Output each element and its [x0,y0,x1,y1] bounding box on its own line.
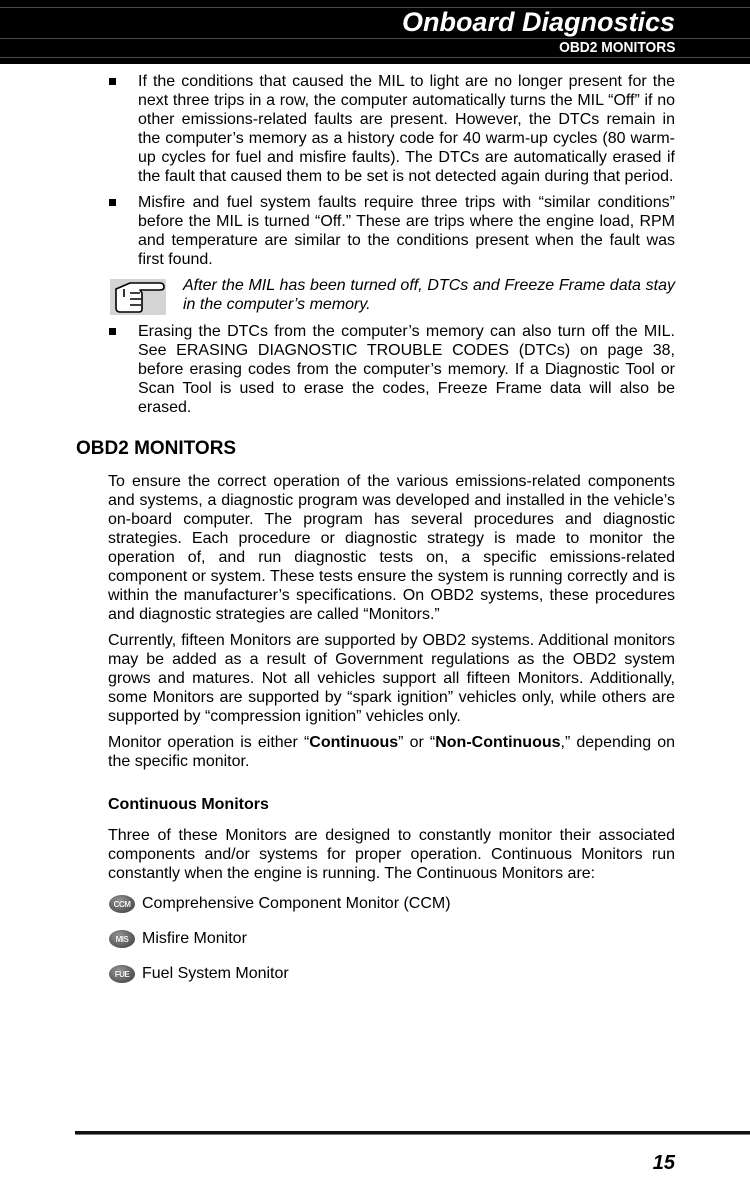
bullet-item [138,322,675,417]
page-header [0,0,750,64]
note-callout [110,276,675,316]
bullet-text: Erasing the DTCs from the computer’s memory can also turn off the MIL. See ERASING DIAGNOSTIC TROUBLE CODES (DTCs) on page 38, before erasing codes from the computer’s memory. If a Diagnostic Tool or Scan Tool is used to erase the codes, Freeze Frame data will also be erased. [138,323,675,416]
pointing-hand-icon [110,279,166,315]
monitor-label: Misfire Monitor [142,930,247,947]
bullet-text: Misfire and fuel system faults require three trips with “similar conditions” before the MIL is turned “Off.” These are trips where the engine load, RPM and temperature are similar to the conditions present when the fault was first found. [138,194,675,268]
monitor-list-item [109,894,750,914]
square-bullet-icon [109,78,116,85]
body-paragraph: To ensure the correct operation of the various emissions-related components and systems, a diagnostic program was developed and installed in the vehicle’s on-board computer. The program has several procedures and diagnostic strategies. Each procedure or diagnostic strategy is made to monitor the operation of, and run diagnostic tests on, a specific emissions-related component or system. These tests ensure the system is running correctly and is within the manufacturer’s specifications. On OBD2 systems, these procedures and diagnostic strategies are called “Monitors.” [108,473,675,623]
bullet-item [138,193,675,269]
page-number: 15 [652,1152,675,1174]
subsection-heading: Continuous Monitors [108,796,269,813]
page-content [0,72,750,999]
square-bullet-icon [109,199,116,206]
body-paragraph: Currently, fifteen Monitors are supported by OBD2 systems. Additional monitors may be added as a result of Government regulations as the OBD2 system grows and matures. Not all vehicles support all fifteen Monitors. Additionally, some Monitors are supported by “spark ignition” vehicles only, while others are supported by “compression ignition” vehicles only. [108,632,675,725]
chapter-title: Onboard Diagnostics [401,7,675,37]
monitor-list-item [109,929,750,949]
monitor-label: Fuel System Monitor [142,965,289,982]
paragraph-text: ,” depending on the specific monitor. [108,734,675,770]
square-bullet-icon [109,328,116,335]
bullet-item [138,72,675,186]
mis-monitor-icon: MIS [109,930,135,948]
note-text: After the MIL has been turned off, DTCs and Freeze Frame data stay in the computer’s memory. [183,277,675,313]
term-non-continuous: Non-Continuous [435,734,561,751]
section-subtitle: OBD2 MONITORS [558,39,675,56]
paragraph-text: ” or “ [398,734,436,751]
header-rule [0,57,750,58]
body-paragraph [108,733,675,771]
footer-rule [75,1131,750,1135]
fue-monitor-icon: FUE [109,965,135,983]
section-heading: OBD2 MONITORS [76,438,237,459]
ccm-monitor-icon: CCM [109,895,135,913]
term-continuous: Continuous [309,734,399,751]
monitor-list-item [109,964,750,984]
bullet-text: If the conditions that caused the MIL to light are no longer present for the next three trips in a row, the computer automatically turns the MIL “Off” if no other emissions-related faults are present. However, the DTCs remain in the computer’s memory as a history code for 40 warm-up cycles (80 warm-up cycles for fuel and misfire faults). The DTCs are automatically erased if the fault that caused them to be set is not detected again during that period. [138,73,675,185]
paragraph-text: Monitor operation is either “ [108,734,310,751]
monitor-label: Comprehensive Component Monitor (CCM) [142,895,451,912]
body-paragraph: Three of these Monitors are designed to constantly monitor their associated components and/or systems for proper operation. Continuous Monitors run constantly when the engine is running. The Continuous Monitors are: [108,827,675,882]
